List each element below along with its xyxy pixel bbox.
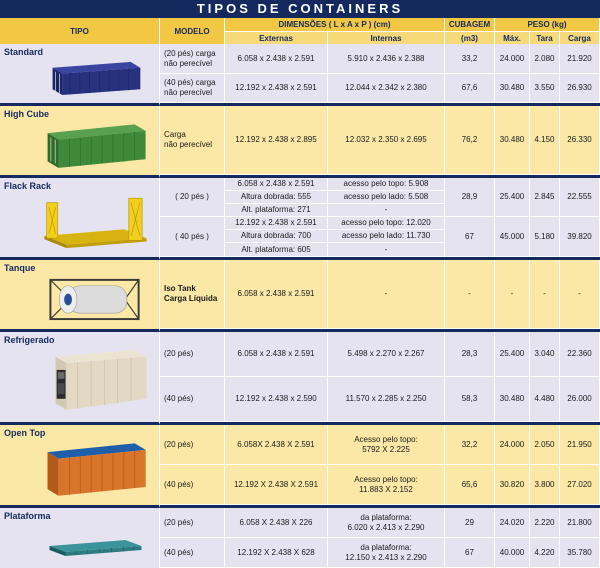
- header-internas: Internas: [328, 31, 445, 44]
- max-high-cube: 30.480: [495, 106, 530, 175]
- cubagem-flat-rack-40: 67: [445, 217, 495, 257]
- tara-open-top-40: 3.800: [530, 465, 560, 505]
- internas-refrigerado-20: 5.498 x 2.270 x 2.267: [328, 332, 445, 377]
- max-standard-20: 24.000: [495, 44, 530, 74]
- header-cubagem-unit: (m3): [445, 31, 495, 44]
- modelo-standard-40: (40 pés) carga não perecível: [160, 74, 225, 103]
- internas-flat-rack-20-line1: acesso pelo topo: 5.908: [328, 178, 445, 191]
- max-refrigerado-40: 30.480: [495, 377, 530, 422]
- header-tara: Tara: [530, 31, 560, 44]
- cubagem-plataforma-20: 29: [445, 508, 495, 538]
- tipo-plataforma: [0, 508, 160, 568]
- modelo-plataforma-40: (40 pés): [160, 538, 225, 568]
- tara-plataforma-40: 4.220: [530, 538, 560, 568]
- max-flat-rack-40: 45.000: [495, 217, 530, 257]
- internas-flat-rack-40-line3: -: [328, 243, 445, 257]
- tara-refrigerado-40: 4.480: [530, 377, 560, 422]
- internas-standard-40: 12.044 x 2.342 x 2.380: [328, 74, 445, 103]
- tipo-name: Flack Rack: [4, 181, 52, 191]
- externas-flat-rack-20-line3: Alt. plataforma: 271: [225, 204, 328, 217]
- tipo-name: High Cube: [4, 109, 49, 119]
- externas-flat-rack-40-line2: Altura dobrada: 700: [225, 230, 328, 243]
- externas-open-top-40: 12.192 X 2.438 X 2.591: [225, 465, 328, 505]
- tara-standard-20: 2.080: [530, 44, 560, 74]
- header-modelo: MODELO: [160, 18, 225, 44]
- tipo-name: Plataforma: [4, 511, 51, 521]
- tipo-high-cube: [0, 106, 160, 178]
- container-tank-icon: [40, 274, 151, 323]
- internas-plataforma-40: da plataforma: 12.150 x 2.413 x 2.290: [328, 538, 445, 568]
- internas-flat-rack-40-line2: acesso pelo lado: 11.730: [328, 230, 445, 243]
- cubagem-open-top-20: 32,2: [445, 425, 495, 465]
- externas-standard-40: 12.192 x 2.438 x 2.591: [225, 74, 328, 103]
- max-open-top-20: 24.000: [495, 425, 530, 465]
- internas-high-cube: 12.032 x 2.350 x 2.695: [328, 106, 445, 175]
- cubagem-refrigerado-20: 28,3: [445, 332, 495, 377]
- page-title: TIPOS DE CONTAINERS: [0, 0, 600, 18]
- modelo-refrigerado-40: (40 pés): [160, 377, 225, 422]
- header-externas: Externas: [225, 31, 328, 44]
- modelo-tanque: Iso Tank Carga Líquida: [160, 260, 225, 329]
- cubagem-standard-40: 67,6: [445, 74, 495, 103]
- externas-flat-rack-40-line3: Alt. plataforma: 605: [225, 243, 328, 257]
- tipo-open-top: [0, 425, 160, 508]
- container-open-top-icon: [40, 439, 151, 499]
- carga-plataforma-40: 35.780: [560, 538, 600, 568]
- container-high-cube-icon: [40, 120, 151, 169]
- externas-flat-rack-20-line1: 6.058 x 2.438 x 2.591: [225, 178, 328, 191]
- modelo-plataforma-20: (20 pés): [160, 508, 225, 538]
- externas-refrigerado-20: 6.058 x 2.438 x 2.591: [225, 332, 328, 377]
- internas-refrigerado-40: 11.570 x 2.285 x 2.250: [328, 377, 445, 422]
- max-plataforma-40: 40.000: [495, 538, 530, 568]
- max-plataforma-20: 24.020: [495, 508, 530, 538]
- tara-high-cube: 4.150: [530, 106, 560, 175]
- modelo-flat-rack-20: ( 20 pés ): [160, 178, 225, 217]
- tipo-name: Tanque: [4, 263, 36, 273]
- externas-refrigerado-40: 12.192 x 2.438 x 2.590: [225, 377, 328, 422]
- tara-tanque: -: [530, 260, 560, 329]
- header-cubagem: CUBAGEM: [445, 18, 495, 31]
- externas-tanque: 6.058 x 2.438 x 2.591: [225, 260, 328, 329]
- cubagem-standard-20: 33,2: [445, 44, 495, 74]
- cubagem-tanque: -: [445, 260, 495, 329]
- tara-flat-rack-20: 2.845: [530, 178, 560, 217]
- tara-plataforma-20: 2.220: [530, 508, 560, 538]
- container-platform-icon: [40, 522, 151, 562]
- internas-tanque: -: [328, 260, 445, 329]
- header-carga: Carga: [560, 31, 600, 44]
- internas-standard-20: 5.910 x 2.436 x 2.388: [328, 44, 445, 74]
- max-open-top-40: 30.820: [495, 465, 530, 505]
- modelo-refrigerado-20: (20 pés): [160, 332, 225, 377]
- modelo-open-top-20: (20 pés): [160, 425, 225, 465]
- cubagem-high-cube: 76,2: [445, 106, 495, 175]
- tipo-standard: [0, 44, 160, 106]
- tipo-name: Open Top: [4, 428, 46, 438]
- modelo-open-top-40: (40 pés): [160, 465, 225, 505]
- modelo-high-cube: Carga não perecível: [160, 106, 225, 175]
- tipo-tanque: [0, 260, 160, 332]
- max-refrigerado-20: 25.400: [495, 332, 530, 377]
- modelo-standard-20: (20 pés) carga não perecível: [160, 44, 225, 74]
- cubagem-plataforma-40: 67: [445, 538, 495, 568]
- header-max: Máx.: [495, 31, 530, 44]
- internas-open-top-40: Acesso pelo topo: 11.883 X 2.152: [328, 465, 445, 505]
- carga-open-top-40: 27.020: [560, 465, 600, 505]
- tipo-name: Refrigerado: [4, 335, 55, 345]
- tara-standard-40: 3.550: [530, 74, 560, 103]
- internas-flat-rack-20-line2: acesso pelo lado: 5.508: [328, 191, 445, 204]
- internas-plataforma-20: da plataforma: 6.020 x 2.413 x 2.290: [328, 508, 445, 538]
- carga-standard-40: 26.930: [560, 74, 600, 103]
- carga-flat-rack-40: 39.820: [560, 217, 600, 257]
- tipo-flat-rack: [0, 178, 160, 260]
- tara-flat-rack-40: 5.180: [530, 217, 560, 257]
- header-peso: PESO (kg): [495, 18, 600, 31]
- externas-plataforma-40: 12.192 X 2.438 X 628: [225, 538, 328, 568]
- max-flat-rack-20: 25.400: [495, 178, 530, 217]
- tipo-name: Standard: [4, 47, 44, 57]
- internas-flat-rack-20-line3: -: [328, 204, 445, 217]
- carga-flat-rack-20: 22.555: [560, 178, 600, 217]
- header-tipo: TIPO: [0, 18, 160, 44]
- carga-plataforma-20: 21.800: [560, 508, 600, 538]
- carga-standard-20: 21.920: [560, 44, 600, 74]
- container-standard-icon: [40, 58, 151, 97]
- externas-flat-rack-20-line2: Altura dobrada: 555: [225, 191, 328, 204]
- tipo-refrigerado: [0, 332, 160, 425]
- carga-refrigerado-20: 22.360: [560, 332, 600, 377]
- internas-flat-rack-40-line1: acesso pelo topo: 12.020: [328, 217, 445, 230]
- externas-open-top-20: 6.058X 2.438 X 2.591: [225, 425, 328, 465]
- externas-plataforma-20: 6.058 X 2.438 X 226: [225, 508, 328, 538]
- max-standard-40: 30.480: [495, 74, 530, 103]
- modelo-flat-rack-40: ( 40 pés ): [160, 217, 225, 257]
- cubagem-refrigerado-40: 58,3: [445, 377, 495, 422]
- cubagem-open-top-40: 65,6: [445, 465, 495, 505]
- externas-high-cube: 12.192 x 2.438 x 2.895: [225, 106, 328, 175]
- header-dimensoes: DIMENSÕES ( L x A x P ) (cm): [225, 18, 445, 31]
- tara-refrigerado-20: 3.040: [530, 332, 560, 377]
- carga-high-cube: 26.330: [560, 106, 600, 175]
- internas-open-top-20: Acesso pelo topo: 5792 X 2.225: [328, 425, 445, 465]
- container-reefer-icon: [40, 346, 151, 416]
- externas-standard-20: 6.058 x 2.438 x 2.591: [225, 44, 328, 74]
- max-tanque: -: [495, 260, 530, 329]
- externas-flat-rack-40-line1: 12.192 x 2.438 x 2.591: [225, 217, 328, 230]
- tara-open-top-20: 2.050: [530, 425, 560, 465]
- container-flat-rack-icon: [40, 192, 151, 251]
- cubagem-flat-rack-20: 28,9: [445, 178, 495, 217]
- carga-tanque: -: [560, 260, 600, 329]
- carga-refrigerado-40: 26.000: [560, 377, 600, 422]
- carga-open-top-20: 21.950: [560, 425, 600, 465]
